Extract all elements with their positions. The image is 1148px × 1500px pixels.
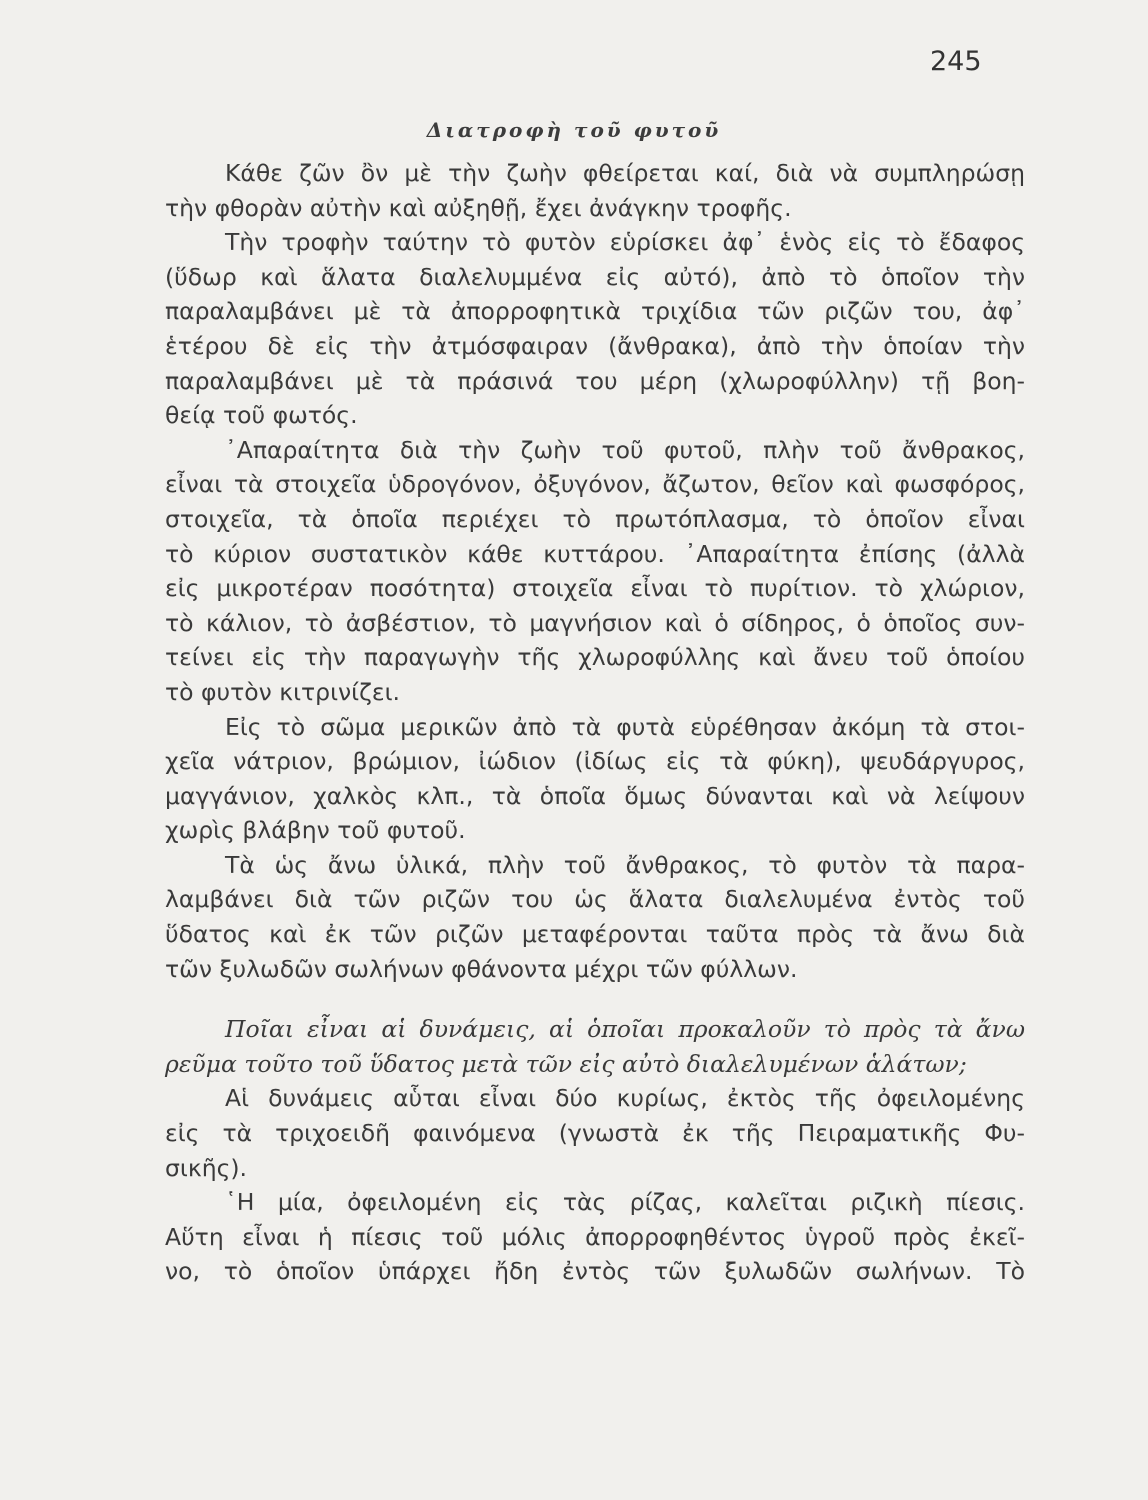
text-line: χεῖα νάτριον, βρώμιον, ἰώδιον (ἰδίως εἰς τὰ φύκη), ψευδάργυρος,	[165, 747, 1025, 776]
text-line: ῾Η μία, ὀφειλομένη εἰς τὰς ρίζας, καλεῖται ριζικὴ πίεσις.	[225, 1188, 1025, 1217]
text-line: μαγγάνιον, χαλκὸς κλπ., τὰ ὁποῖα ὅμως δύνανται καὶ νὰ λείψουν	[165, 781, 1025, 810]
text-line: Αὕτη εἶναι ἡ πίεσις τοῦ μόλις ἀπορροφηθέντος ὑγροῦ πρὸς ἐκεῖ-	[165, 1222, 1025, 1251]
text-line: παραλαμβάνει μὲ τὰ ἀπορροφητικὰ τριχίδια τῶν ριζῶν του, ἀφ᾽	[165, 297, 1025, 326]
text-line: Τὰ ὡς ἄνω ὑλικά, πλὴν τοῦ ἄνθρακος, τὸ φυτὸν τὰ παρα-	[225, 850, 1025, 879]
question-line: Ποῖαι εἶναι αἱ δυνάμεις, αἱ ὁποῖαι προκαλοῦν τὸ πρὸς τὰ ἄνω	[225, 1015, 1025, 1044]
paragraph-gap	[165, 986, 1025, 1012]
text-line: στοιχεῖα, τὰ ὁποῖα περιέχει τὸ πρωτόπλασμα, τὸ ὁποῖον εἶναι	[165, 504, 1025, 533]
question-line: ρεῦμα τοῦτο τοῦ ὕδατος μετὰ τῶν εἰς αὐτὸ διαλελυμένων ἁλάτων;	[165, 1049, 967, 1078]
text-line: νο, τὸ ὁποῖον ὑπάρχει ἤδη ἐντὸς τῶν ξυλωδῶν σωλήνων. Τὸ	[165, 1257, 1025, 1286]
text-line: τῶν ξυλωδῶν σωλήνων φθάνοντα μέχρι τῶν φύλλων.	[165, 954, 798, 983]
text-line: παραλαμβάνει μὲ τὰ πράσινά του μέρη (χλωροφύλλην) τῇ βοη-	[165, 366, 1025, 395]
text-line: ἑτέρου δὲ εἰς τὴν ἀτμόσφαιραν (ἄνθρακα), ἀπὸ τὴν ὁποίαν τὴν	[165, 331, 1025, 360]
text-line: εἰς τὰ τριχοειδῆ φαινόμενα (γνωστὰ ἐκ τῆς Πειραματικῆς Φυ-	[165, 1119, 1025, 1148]
text-line: τὴν φθορὰν αὐτὴν καὶ αὐξηθῇ, ἔχει ἀνάγκην τροφῆς.	[165, 193, 792, 222]
text-line: λαμβάνει διὰ τῶν ριζῶν του ὡς ἅλατα διαλελυμένα ἐντὸς τοῦ	[165, 885, 1025, 914]
text-line: (ὕδωρ καὶ ἅλατα διαλελυμμένα εἰς αὐτό), ἀπὸ τὸ ὁποῖον τὴν	[165, 262, 1025, 291]
body-text	[165, 156, 1025, 1289]
text-line: τὸ φυτὸν κιτρινίζει.	[165, 677, 401, 706]
running-head: Διατροφὴ τοῦ φυτοῦ	[426, 118, 722, 142]
text-line: τὸ κύριον συστατικὸν κάθε κυττάρου. ᾿Απαραίτητα ἐπίσης (ἀλλὰ	[165, 539, 1025, 568]
text-line: εἶναι τὰ στοιχεῖα ὑδρογόνον, ὀξυγόνον, ἄζωτον, θεῖον καὶ φωσφόρος,	[165, 470, 1025, 499]
text-line: Τὴν τροφὴν ταύτην τὸ φυτὸν εὑρίσκει ἀφ᾽ ἑνὸς εἰς τὸ ἔδαφος	[225, 228, 1025, 257]
text-line: θείᾳ τοῦ φωτός.	[165, 401, 358, 430]
text-line: Κάθε ζῶν ὂν μὲ τὴν ζωὴν φθείρεται καί, διὰ νὰ συμπληρώσῃ	[225, 159, 1025, 187]
text-line: χωρὶς βλάβην τοῦ φυτοῦ.	[165, 816, 466, 845]
text-line: ᾿Απαραίτητα διὰ τὴν ζωὴν τοῦ φυτοῦ, πλὴν τοῦ ἄνθρακος,	[225, 435, 1025, 464]
page-number: 245	[930, 46, 982, 77]
text-line: σικῆς).	[165, 1153, 248, 1182]
text-line: τείνει εἰς τὴν παραγωγὴν τῆς χλωροφύλλης καὶ ἄνευ τοῦ ὁποίου	[165, 643, 1025, 672]
text-line: Αἱ δυνάμεις αὗται εἶναι δύο κυρίως, ἐκτὸς τῆς ὀφειλομένης	[225, 1084, 1025, 1113]
text-line: Εἰς τὸ σῶμα μερικῶν ἀπὸ τὰ φυτὰ εὑρέθησαν ἀκόμη τὰ στοι-	[225, 712, 1025, 741]
text-line: ὕδατος καὶ ἐκ τῶν ριζῶν μεταφέρονται ταῦτα πρὸς τὰ ἄνω διὰ	[165, 920, 1025, 949]
text-line: εἰς μικροτέραν ποσότητα) στοιχεῖα εἶναι τὸ πυρίτιον. τὸ χλώριον,	[165, 574, 1025, 603]
text-line: τὸ κάλιον, τὸ ἀσβέστιον, τὸ μαγνήσιον καὶ ὁ σίδηρος, ὁ ὁποῖος συν-	[165, 608, 1025, 637]
